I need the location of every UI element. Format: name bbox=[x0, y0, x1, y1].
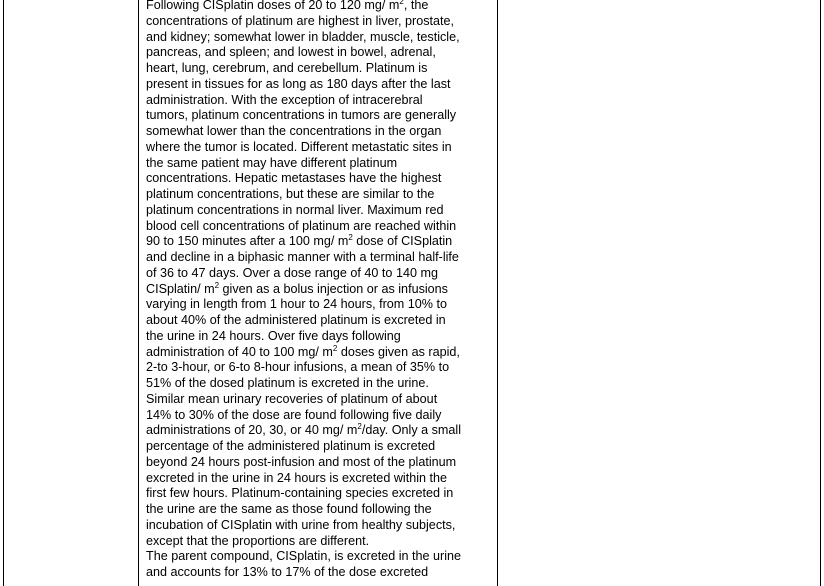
text-line bbox=[146, 77, 496, 93]
text-segment: concentrations of platinum are highest in liver, prostate, bbox=[146, 13, 455, 28]
text-line bbox=[146, 171, 496, 187]
text-line bbox=[146, 234, 496, 250]
text-line bbox=[146, 282, 496, 298]
text-line bbox=[146, 219, 496, 235]
text-segment: administrations of 20, 30, or 40 mg/ m bbox=[146, 423, 358, 438]
text-line bbox=[146, 376, 496, 392]
text-segment: heart, lung, cerebrum, and cerebellum. Platinum is bbox=[146, 61, 428, 75]
text-segment: Similar mean urinary recoveries of platinum of about bbox=[146, 391, 438, 406]
text-segment: and accounts for 13% to 17% of the dose excreted bbox=[146, 565, 429, 579]
text-line bbox=[146, 455, 496, 471]
text-segment: present in tissues for as long as 180 days after the last bbox=[146, 76, 451, 91]
text-line bbox=[146, 93, 496, 109]
text-segment: percentage of the administered platinum is excreted bbox=[146, 439, 436, 453]
text-segment: about 40% of the administered platinum is excreted in bbox=[146, 313, 446, 327]
superscript: 2 bbox=[214, 280, 220, 290]
text-line bbox=[146, 534, 496, 550]
text-segment: The parent compound, CISplatin, is excreted in the urine bbox=[146, 549, 462, 564]
table-column-divider bbox=[497, 0, 498, 586]
text-segment: 14% to 30% of the dose are found following five daily bbox=[146, 407, 442, 422]
text-segment: incubation of CISplatin with urine from healthy subjects, bbox=[146, 517, 456, 532]
text-segment: Following CISplatin doses of 20 to 120 mg/ m bbox=[146, 0, 400, 12]
text-segment: first few hours. Platinum-containing species excreted in bbox=[146, 486, 454, 501]
text-segment: platinum concentrations in normal liver. Maximum red bbox=[146, 202, 444, 217]
text-line bbox=[146, 345, 496, 361]
table-border-right bbox=[820, 0, 821, 586]
text-line bbox=[146, 486, 496, 502]
table-column-divider bbox=[138, 0, 139, 586]
superscript: 2 bbox=[332, 343, 338, 353]
text-segment: the urine in 24 hours. Over five days following bbox=[146, 328, 401, 343]
text-line bbox=[146, 518, 496, 534]
pharmacokinetics-text-cell bbox=[146, 0, 496, 581]
text-line bbox=[146, 565, 496, 581]
text-line bbox=[146, 187, 496, 203]
text-segment: CISplatin/ m bbox=[146, 281, 215, 296]
text-line bbox=[146, 502, 496, 518]
text-segment: somewhat lower than the concentrations in the organ bbox=[146, 124, 442, 138]
text-line bbox=[146, 423, 496, 439]
text-segment: doses given as rapid, bbox=[337, 344, 460, 359]
text-segment: and decline in a biphasic manner with a terminal half-life bbox=[146, 250, 459, 264]
text-segment: administration. With the exception of intracerebral bbox=[146, 92, 423, 107]
text-segment: where the tumor is located. Different metastatic sites in bbox=[146, 139, 452, 154]
text-segment: blood cell concentrations of platinum are reached within bbox=[146, 218, 457, 233]
text-line bbox=[146, 266, 496, 282]
superscript: 2 bbox=[357, 422, 362, 432]
text-line bbox=[146, 313, 496, 329]
text-line bbox=[146, 45, 496, 61]
text-segment: of 36 to 47 days. Over a dose range of 40 to 140 mg bbox=[146, 265, 438, 280]
text-segment: platinum concentrations, but these are similar to the bbox=[146, 187, 435, 201]
text-segment: dose of CISplatin bbox=[352, 234, 453, 249]
text-segment: administration of 40 to 100 mg/ m bbox=[146, 344, 333, 359]
text-segment: , the bbox=[403, 0, 429, 12]
text-segment: tumors, platinum concentrations in tumors are generally bbox=[146, 108, 457, 123]
text-line bbox=[146, 14, 496, 30]
text-line bbox=[146, 124, 496, 140]
text-line bbox=[146, 329, 496, 345]
superscript: 2 bbox=[348, 233, 353, 243]
text-segment: /day. Only a small bbox=[361, 423, 462, 438]
text-segment: the same patient may have different platinum bbox=[146, 155, 398, 170]
text-line bbox=[146, 61, 496, 77]
text-segment: concentrations. Hepatic metastases have the highest bbox=[146, 171, 442, 186]
text-line bbox=[146, 439, 496, 455]
superscript: 2 bbox=[399, 0, 404, 6]
text-line bbox=[146, 140, 496, 156]
text-line bbox=[146, 0, 496, 14]
text-segment: varying in length from 1 hour to 24 hours, from 10% to bbox=[146, 297, 448, 312]
text-line bbox=[146, 549, 496, 565]
text-segment: excreted in the urine in 24 hours is excreted within the bbox=[146, 470, 448, 485]
text-line bbox=[146, 471, 496, 487]
text-line bbox=[146, 360, 496, 376]
text-line bbox=[146, 203, 496, 219]
text-line bbox=[146, 408, 496, 424]
text-line bbox=[146, 156, 496, 172]
text-line bbox=[146, 108, 496, 124]
text-segment: except that the proportions are different. bbox=[146, 533, 370, 548]
text-segment: the urine are the same as those found following the bbox=[146, 502, 432, 516]
text-segment: 90 to 150 minutes after a 100 mg/ m bbox=[146, 234, 349, 249]
text-segment: pancreas, and spleen; and lowest in bowel, adrenal, bbox=[146, 45, 436, 60]
text-segment: beyond 24 hours post-infusion and most of the platinum bbox=[146, 454, 457, 469]
text-line bbox=[146, 250, 496, 266]
text-segment: 2-to 3-hour, or 6-to 8-hour infusions, a mean of 35% to bbox=[146, 360, 450, 375]
text-segment: and kidney; somewhat lower in bladder, muscle, testicle, bbox=[146, 29, 460, 44]
text-segment: given as a bolus injection or as infusions bbox=[219, 281, 448, 296]
text-line bbox=[146, 297, 496, 313]
text-line bbox=[146, 30, 496, 46]
text-segment: 51% of the dosed platinum is excreted in the urine. bbox=[146, 376, 429, 390]
text-line bbox=[146, 392, 496, 408]
table-border-left bbox=[3, 0, 4, 586]
